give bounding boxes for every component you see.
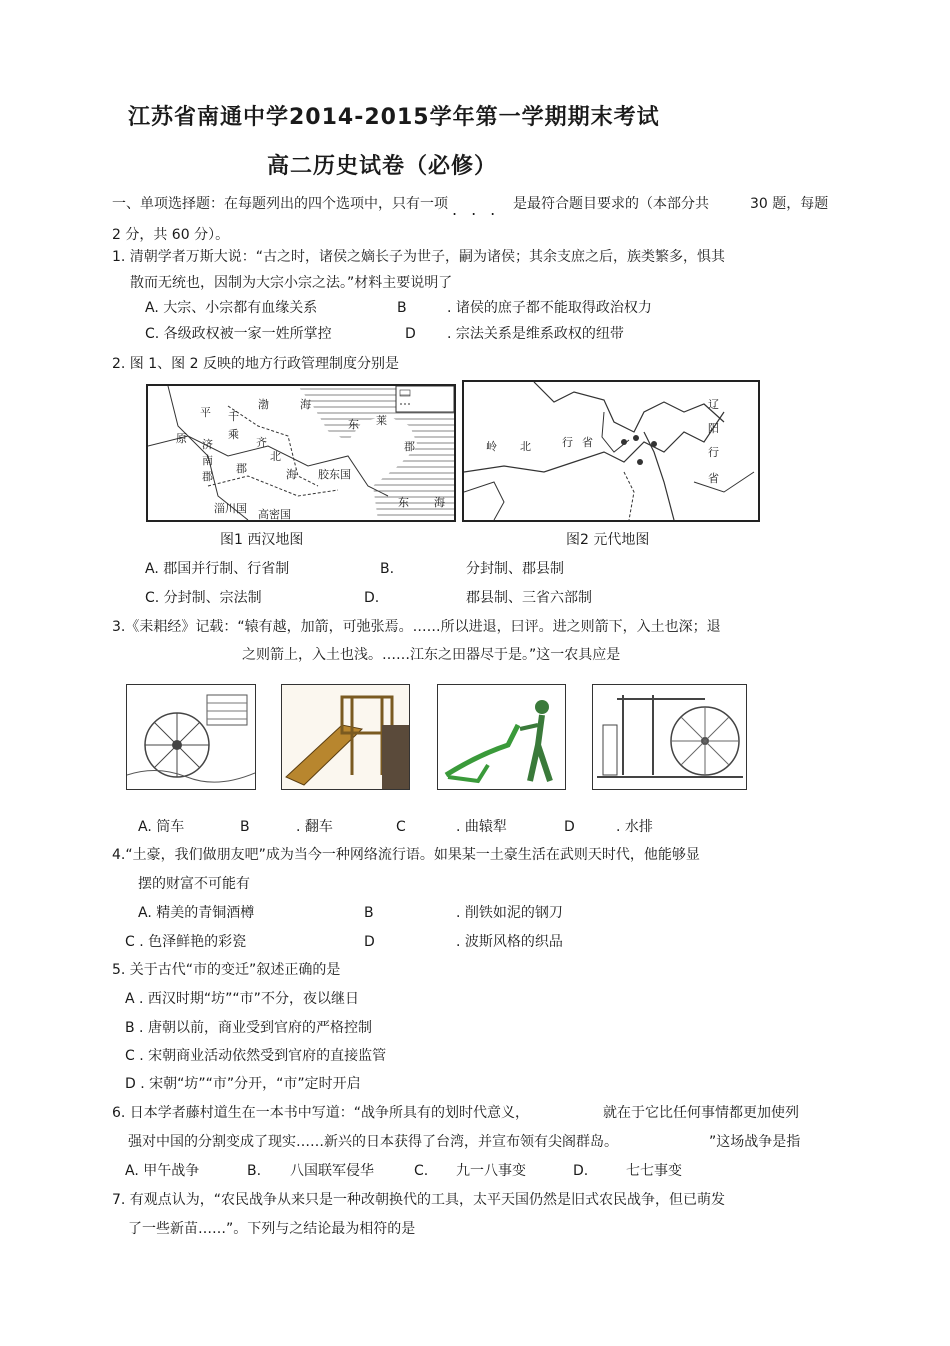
map1-label: 淄川国 [214,502,247,515]
map1-label: 齐 [256,436,267,449]
section-intro-part3: 30 题，每题 [750,196,829,212]
q5-option-c: C . 宋朝商业活动依然受到官府的直接监管 [125,1048,387,1064]
q1-stem-line2: 散而无统也，因制为大宗小宗之法。”材料主要说明了 [130,275,453,291]
map1-label: 海 [434,496,445,509]
q6-option-a: A. 甲午战争 [125,1163,200,1179]
q2-option-d-letter: D. [364,590,380,606]
shuipai-image [592,684,747,790]
q4-stem-line2: 摆的财富不可能有 [138,876,250,892]
map1-label: 郡 [404,440,415,453]
map1-label: 原 [176,432,187,445]
q3-option-b-letter: B [240,819,250,835]
q6-option-b-letter: B. [247,1163,262,1179]
q5-option-d: D . 宋朝“坊”“市”分开，“市”定时开启 [125,1076,361,1092]
map1-label: 胶东国 [318,468,351,481]
tongche-image [126,684,256,790]
q3-option-c-letter: C [396,819,406,835]
western-han-map [146,384,456,522]
q2-option-c: C. 分封制、宗法制 [145,590,262,606]
section-intro-part2: 是最符合题目要求的（本部分共 [513,196,709,212]
q4-option-c: C . 色泽鲜艳的彩瓷 [125,934,247,950]
q4-option-b: . 削铁如泥的钢刀 [456,905,563,921]
quyuanli-image [437,684,566,790]
map1-label: 乘 [228,428,239,441]
map1-label: 莱 [376,414,387,427]
map1-label: 郡 [236,462,247,475]
q3-stem-line2: 之则箭上，入土也浅。……江东之田器尽于是。”这一农具应是 [242,647,621,663]
map1-label: 济 [202,438,213,451]
q3-option-b: . 翻车 [296,819,333,835]
q4-option-a: A. 精美的青铜酒樽 [138,905,255,921]
map1-label: 海 [300,398,311,411]
q6-stem-line1a: 6. 日本学者藤村道生在一本书中写道：“战争所具有的划时代意义， [112,1105,530,1121]
q4-option-d-letter: D [364,934,375,950]
q4-stem-line1: 4.“土豪，我们做朋友吧”成为当今一种网络流行语。如果某一土豪生活在武则天时代，他能够显 [112,847,700,863]
q5-stem: 5. 关于古代“市的变迁”叙述正确的是 [112,962,341,978]
q6-stem-line1b: 就在于它比任何事情都更加使列 [603,1105,799,1121]
map1-label: 东 [348,418,359,431]
map1-label: 郡 [202,470,213,483]
section-intro-part1: 一、单项选择题：在每题列出的四个选项中，只有一项 [112,196,448,212]
q6-stem-line2b: ”这场战争是指 [709,1134,801,1150]
map2-label: 行 [562,436,573,449]
q2-option-b-letter: B. [380,561,395,577]
map1-label: 渤 [258,398,269,411]
fig1-caption: 图1 西汉地图 [220,532,304,548]
section-intro-line2: 2 分，共 60 分）。 [112,227,230,243]
map2-label: 阳 [708,422,719,435]
q4-option-b-letter: B [364,905,374,921]
q6-option-c: 九一八事变 [456,1163,526,1179]
q5-option-b: B . 唐朝以前，商业受到官府的严格控制 [125,1020,372,1036]
q1-option-c: C. 各级政权被一家一姓所掌控 [145,326,332,342]
q6-stem-line2a: 强对中国的分割变成了现实……新兴的日本获得了台湾，并宣布领有尖阁群岛。 [128,1134,618,1150]
map2-label: 北 [520,440,531,453]
yuan-dynasty-map [462,380,760,522]
map2-label: 辽 [708,398,719,411]
q1-option-d: . 宗法关系是维系政权的纽带 [447,326,624,342]
q3-option-d-letter: D [564,819,575,835]
q1-option-b-letter: B [397,300,407,316]
fanche-image [281,684,410,790]
q6-option-d: 七七事变 [626,1163,682,1179]
map1-label: 南 [202,454,213,467]
q3-option-c: . 曲辕犁 [456,819,507,835]
map2-label: 岭 [486,440,497,453]
map1-label: 北 [270,450,281,463]
q1-stem-line1: 1. 清朝学者万斯大说：“古之时，诸侯之嫡长子为世子，嗣为诸侯；其余支庶之后，族类繁多，惧其 [112,249,726,265]
map2-label: 行 [708,446,719,459]
q2-stem: 2. 图 1、图 2 反映的地方行政管理制度分别是 [112,356,399,372]
q6-option-b: 八国联军侵华 [290,1163,374,1179]
q6-option-d-letter: D. [573,1163,589,1179]
map1-label: 高密国 [258,508,291,521]
q6-option-c-letter: C. [414,1163,429,1179]
exam-subtitle: 高二历史试卷（必修） [267,154,498,179]
map2-label: 省 [582,436,593,449]
q1-option-d-letter: D [405,326,416,342]
map1-label: 平 [200,406,211,419]
q2-option-a: A. 郡国并行制、行省制 [145,561,290,577]
map1-label: 千 [228,410,239,423]
fig2-caption: 图2 元代地图 [566,532,650,548]
map2-label: 省 [708,472,719,485]
map1-label: 东 [398,496,409,509]
q7-stem-line1: 7. 有观点认为，“农民战争从来只是一种改朝换代的工具，太平天国仍然是旧式农民战争，但已萌发 [112,1192,726,1208]
q1-option-a: A. 大宗、小宗都有血缘关系 [145,300,318,316]
map1-label: 海 [286,468,297,481]
q4-option-d: . 波斯风格的织品 [456,934,563,950]
q3-stem-line1: 3.《耒耜经》记载：“辕有越，加箭，可弛张焉。……所以进退，曰评。进之则箭下，入土也深；退 [112,619,721,635]
q1-option-b: . 诸侯的庶子都不能取得政治权力 [447,300,652,316]
exam-title: 江苏省南通中学2014-2015学年第一学期期末考试 [128,105,660,130]
emphasis-dots: ... [452,200,510,219]
q3-option-d: . 水排 [616,819,653,835]
q2-option-b: 分封制、郡县制 [466,561,564,577]
q7-stem-line2: 了一些新苗……”。下列与之结论最为相符的是 [128,1221,416,1237]
q5-option-a: A . 西汉时期“坊”“市”不分，夜以继日 [125,991,359,1007]
q2-option-d: 郡县制、三省六部制 [466,590,592,606]
q3-option-a: A. 筒车 [138,819,185,835]
